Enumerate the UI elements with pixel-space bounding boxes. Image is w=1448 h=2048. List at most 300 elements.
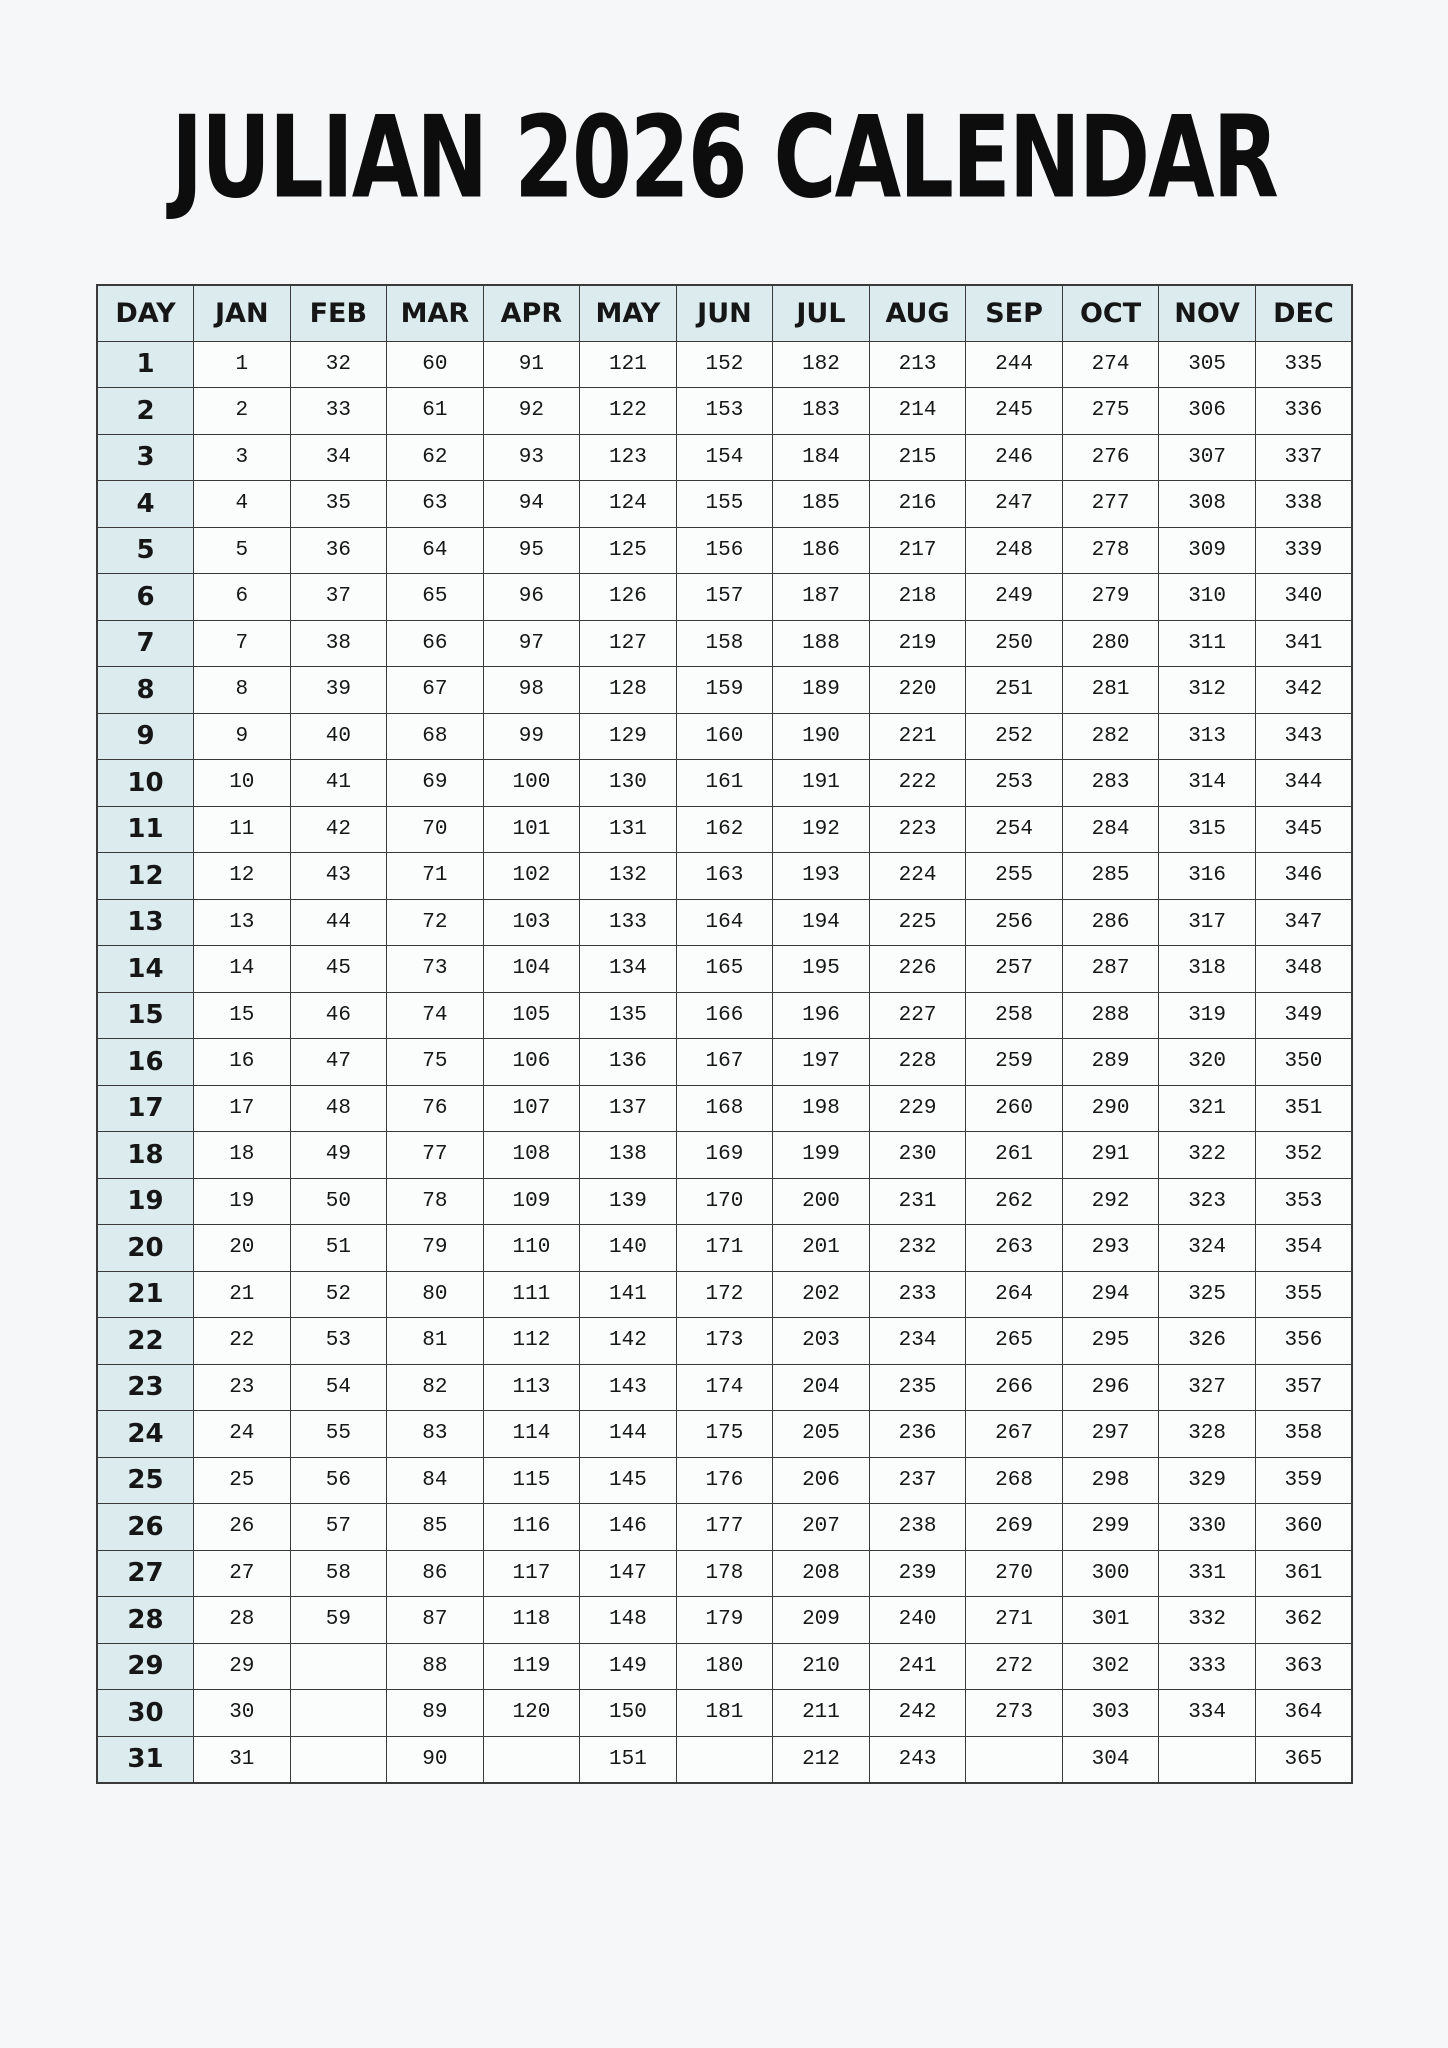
table-row xyxy=(97,341,1352,388)
julian-day-cell: 275 xyxy=(1062,388,1159,435)
table-row xyxy=(97,853,1352,900)
julian-day-cell: 224 xyxy=(869,853,966,900)
julian-day-cell: 158 xyxy=(676,620,773,667)
julian-day-cell: 236 xyxy=(869,1411,966,1458)
julian-day-cell: 20 xyxy=(194,1225,291,1272)
julian-day-cell: 10 xyxy=(194,760,291,807)
julian-day-cell: 159 xyxy=(676,667,773,714)
julian-day-cell: 287 xyxy=(1062,946,1159,993)
julian-day-cell: 126 xyxy=(580,574,677,621)
julian-day-cell: 348 xyxy=(1255,946,1352,993)
julian-day-cell: 35 xyxy=(290,481,387,528)
julian-day-cell: 160 xyxy=(676,713,773,760)
julian-day-cell: 58 xyxy=(290,1550,387,1597)
julian-day-cell: 152 xyxy=(676,341,773,388)
julian-day-cell: 131 xyxy=(580,806,677,853)
table-row xyxy=(97,1039,1352,1086)
julian-day-cell: 177 xyxy=(676,1504,773,1551)
day-cell: 5 xyxy=(97,527,194,574)
julian-day-cell: 307 xyxy=(1159,434,1256,481)
day-cell: 30 xyxy=(97,1690,194,1737)
julian-day-cell: 150 xyxy=(580,1690,677,1737)
julian-day-cell: 176 xyxy=(676,1457,773,1504)
julian-day-cell: 187 xyxy=(773,574,870,621)
julian-day-cell: 38 xyxy=(290,620,387,667)
julian-day-cell: 342 xyxy=(1255,667,1352,714)
julian-day-cell: 256 xyxy=(966,899,1063,946)
julian-day-cell: 231 xyxy=(869,1178,966,1225)
julian-day-cell: 180 xyxy=(676,1643,773,1690)
julian-day-cell: 181 xyxy=(676,1690,773,1737)
julian-day-cell: 362 xyxy=(1255,1597,1352,1644)
julian-day-cell: 108 xyxy=(483,1132,580,1179)
julian-day-cell: 173 xyxy=(676,1318,773,1365)
julian-day-cell: 246 xyxy=(966,434,1063,481)
julian-day-cell: 84 xyxy=(387,1457,484,1504)
julian-day-cell: 365 xyxy=(1255,1736,1352,1783)
julian-day-cell: 324 xyxy=(1159,1225,1256,1272)
julian-day-cell: 167 xyxy=(676,1039,773,1086)
julian-day-cell: 107 xyxy=(483,1085,580,1132)
julian-day-cell: 272 xyxy=(966,1643,1063,1690)
day-cell: 4 xyxy=(97,481,194,528)
julian-day-cell: 161 xyxy=(676,760,773,807)
julian-day-cell: 349 xyxy=(1255,992,1352,1039)
julian-day-cell: 51 xyxy=(290,1225,387,1272)
julian-day-cell: 61 xyxy=(387,388,484,435)
julian-day-cell: 360 xyxy=(1255,1504,1352,1551)
julian-day-cell: 156 xyxy=(676,527,773,574)
julian-day-cell: 157 xyxy=(676,574,773,621)
julian-day-cell: 355 xyxy=(1255,1271,1352,1318)
julian-day-cell: 232 xyxy=(869,1225,966,1272)
julian-day-cell: 188 xyxy=(773,620,870,667)
julian-day-cell xyxy=(290,1736,387,1783)
julian-day-cell: 350 xyxy=(1255,1039,1352,1086)
julian-day-cell: 326 xyxy=(1159,1318,1256,1365)
day-cell: 16 xyxy=(97,1039,194,1086)
julian-day-cell: 241 xyxy=(869,1643,966,1690)
julian-day-cell: 129 xyxy=(580,713,677,760)
julian-day-cell: 119 xyxy=(483,1643,580,1690)
julian-day-cell: 289 xyxy=(1062,1039,1159,1086)
day-cell: 23 xyxy=(97,1364,194,1411)
julian-day-cell: 199 xyxy=(773,1132,870,1179)
julian-day-cell: 154 xyxy=(676,434,773,481)
julian-day-cell: 230 xyxy=(869,1132,966,1179)
julian-day-cell: 300 xyxy=(1062,1550,1159,1597)
julian-day-cell: 223 xyxy=(869,806,966,853)
julian-day-cell: 296 xyxy=(1062,1364,1159,1411)
julian-day-cell: 121 xyxy=(580,341,677,388)
julian-day-cell: 292 xyxy=(1062,1178,1159,1225)
julian-day-cell: 28 xyxy=(194,1597,291,1644)
julian-day-cell: 271 xyxy=(966,1597,1063,1644)
julian-day-cell: 202 xyxy=(773,1271,870,1318)
julian-day-cell: 268 xyxy=(966,1457,1063,1504)
julian-day-cell: 291 xyxy=(1062,1132,1159,1179)
julian-day-cell: 116 xyxy=(483,1504,580,1551)
julian-day-cell: 40 xyxy=(290,713,387,760)
day-cell: 8 xyxy=(97,667,194,714)
julian-day-cell: 332 xyxy=(1159,1597,1256,1644)
julian-day-cell: 328 xyxy=(1159,1411,1256,1458)
table-row xyxy=(97,806,1352,853)
julian-day-cell: 288 xyxy=(1062,992,1159,1039)
julian-day-cell: 261 xyxy=(966,1132,1063,1179)
julian-day-cell: 42 xyxy=(290,806,387,853)
julian-day-cell: 59 xyxy=(290,1597,387,1644)
table-row xyxy=(97,1132,1352,1179)
day-cell: 20 xyxy=(97,1225,194,1272)
julian-day-cell: 66 xyxy=(387,620,484,667)
julian-day-cell: 44 xyxy=(290,899,387,946)
julian-day-cell xyxy=(290,1643,387,1690)
julian-day-cell: 17 xyxy=(194,1085,291,1132)
julian-day-cell: 54 xyxy=(290,1364,387,1411)
table-row xyxy=(97,434,1352,481)
julian-day-cell: 52 xyxy=(290,1271,387,1318)
julian-day-cell: 196 xyxy=(773,992,870,1039)
table-row xyxy=(97,1597,1352,1644)
julian-day-cell: 145 xyxy=(580,1457,677,1504)
julian-day-cell: 71 xyxy=(387,853,484,900)
julian-day-cell: 105 xyxy=(483,992,580,1039)
julian-day-cell: 100 xyxy=(483,760,580,807)
julian-day-cell: 67 xyxy=(387,667,484,714)
julian-day-cell: 182 xyxy=(773,341,870,388)
day-cell: 14 xyxy=(97,946,194,993)
julian-day-cell: 31 xyxy=(194,1736,291,1783)
table-body xyxy=(97,341,1352,1783)
julian-day-cell: 269 xyxy=(966,1504,1063,1551)
table-row xyxy=(97,946,1352,993)
julian-day-cell: 347 xyxy=(1255,899,1352,946)
julian-day-cell: 343 xyxy=(1255,713,1352,760)
julian-day-cell: 322 xyxy=(1159,1132,1256,1179)
day-cell: 27 xyxy=(97,1550,194,1597)
julian-day-cell: 298 xyxy=(1062,1457,1159,1504)
julian-day-cell: 215 xyxy=(869,434,966,481)
column-header-jul: JUL xyxy=(773,285,870,341)
julian-day-cell: 142 xyxy=(580,1318,677,1365)
julian-day-cell: 14 xyxy=(194,946,291,993)
julian-day-cell: 308 xyxy=(1159,481,1256,528)
julian-day-cell: 13 xyxy=(194,899,291,946)
julian-day-cell: 222 xyxy=(869,760,966,807)
table-row xyxy=(97,388,1352,435)
day-cell: 18 xyxy=(97,1132,194,1179)
julian-day-cell: 331 xyxy=(1159,1550,1256,1597)
julian-day-cell: 319 xyxy=(1159,992,1256,1039)
julian-day-cell: 233 xyxy=(869,1271,966,1318)
julian-day-cell: 151 xyxy=(580,1736,677,1783)
julian-day-cell: 213 xyxy=(869,341,966,388)
julian-day-cell: 276 xyxy=(1062,434,1159,481)
julian-day-cell: 330 xyxy=(1159,1504,1256,1551)
julian-day-cell: 19 xyxy=(194,1178,291,1225)
julian-day-cell: 301 xyxy=(1062,1597,1159,1644)
julian-day-cell: 249 xyxy=(966,574,1063,621)
day-cell: 6 xyxy=(97,574,194,621)
julian-day-cell: 72 xyxy=(387,899,484,946)
julian-day-cell: 217 xyxy=(869,527,966,574)
julian-day-cell: 235 xyxy=(869,1364,966,1411)
julian-day-cell: 258 xyxy=(966,992,1063,1039)
julian-day-cell: 155 xyxy=(676,481,773,528)
julian-day-cell: 190 xyxy=(773,713,870,760)
column-header-oct: OCT xyxy=(1062,285,1159,341)
table-row xyxy=(97,574,1352,621)
julian-day-cell: 24 xyxy=(194,1411,291,1458)
julian-day-cell: 34 xyxy=(290,434,387,481)
julian-day-cell: 345 xyxy=(1255,806,1352,853)
day-cell: 17 xyxy=(97,1085,194,1132)
julian-day-cell: 133 xyxy=(580,899,677,946)
julian-calendar-table xyxy=(96,284,1353,1784)
julian-day-cell: 208 xyxy=(773,1550,870,1597)
julian-day-cell: 65 xyxy=(387,574,484,621)
column-header-day: DAY xyxy=(97,285,194,341)
julian-day-cell: 82 xyxy=(387,1364,484,1411)
julian-day-cell: 356 xyxy=(1255,1318,1352,1365)
julian-day-cell: 98 xyxy=(483,667,580,714)
julian-day-cell: 118 xyxy=(483,1597,580,1644)
table-row xyxy=(97,1411,1352,1458)
julian-day-cell: 77 xyxy=(387,1132,484,1179)
julian-day-cell: 169 xyxy=(676,1132,773,1179)
table-row xyxy=(97,1504,1352,1551)
julian-day-cell: 113 xyxy=(483,1364,580,1411)
julian-day-cell: 80 xyxy=(387,1271,484,1318)
day-cell: 10 xyxy=(97,760,194,807)
julian-day-cell: 318 xyxy=(1159,946,1256,993)
julian-day-cell: 212 xyxy=(773,1736,870,1783)
column-header-nov: NOV xyxy=(1159,285,1256,341)
julian-day-cell: 162 xyxy=(676,806,773,853)
table-row xyxy=(97,1085,1352,1132)
julian-day-cell: 228 xyxy=(869,1039,966,1086)
julian-day-cell: 9 xyxy=(194,713,291,760)
julian-day-cell: 250 xyxy=(966,620,1063,667)
table-row xyxy=(97,899,1352,946)
julian-day-cell: 37 xyxy=(290,574,387,621)
day-cell: 28 xyxy=(97,1597,194,1644)
julian-day-cell xyxy=(483,1736,580,1783)
julian-day-cell xyxy=(966,1736,1063,1783)
julian-day-cell: 197 xyxy=(773,1039,870,1086)
julian-day-cell: 358 xyxy=(1255,1411,1352,1458)
julian-day-cell: 123 xyxy=(580,434,677,481)
julian-day-cell: 144 xyxy=(580,1411,677,1458)
julian-day-cell: 46 xyxy=(290,992,387,1039)
julian-day-cell: 57 xyxy=(290,1504,387,1551)
julian-day-cell: 299 xyxy=(1062,1504,1159,1551)
julian-day-cell: 60 xyxy=(387,341,484,388)
julian-day-cell: 321 xyxy=(1159,1085,1256,1132)
julian-day-cell: 352 xyxy=(1255,1132,1352,1179)
julian-day-cell: 359 xyxy=(1255,1457,1352,1504)
day-cell: 24 xyxy=(97,1411,194,1458)
julian-day-cell: 344 xyxy=(1255,760,1352,807)
julian-day-cell: 149 xyxy=(580,1643,677,1690)
julian-day-cell: 39 xyxy=(290,667,387,714)
julian-day-cell: 303 xyxy=(1062,1690,1159,1737)
julian-day-cell: 244 xyxy=(966,341,1063,388)
julian-day-cell: 136 xyxy=(580,1039,677,1086)
julian-day-cell: 73 xyxy=(387,946,484,993)
julian-day-cell: 137 xyxy=(580,1085,677,1132)
julian-day-cell: 148 xyxy=(580,1597,677,1644)
column-header-sep: SEP xyxy=(966,285,1063,341)
julian-day-cell: 327 xyxy=(1159,1364,1256,1411)
julian-day-cell: 99 xyxy=(483,713,580,760)
julian-day-cell: 130 xyxy=(580,760,677,807)
julian-day-cell: 329 xyxy=(1159,1457,1256,1504)
julian-day-cell: 163 xyxy=(676,853,773,900)
julian-day-cell: 325 xyxy=(1159,1271,1256,1318)
day-cell: 9 xyxy=(97,713,194,760)
julian-day-cell: 2 xyxy=(194,388,291,435)
page-title: JULIAN 2026 CALENDAR xyxy=(171,92,1277,224)
julian-day-cell: 146 xyxy=(580,1504,677,1551)
table-row xyxy=(97,481,1352,528)
julian-day-cell: 132 xyxy=(580,853,677,900)
julian-day-cell: 247 xyxy=(966,481,1063,528)
julian-day-cell: 165 xyxy=(676,946,773,993)
julian-day-cell: 189 xyxy=(773,667,870,714)
table-row xyxy=(97,1457,1352,1504)
julian-day-cell xyxy=(1159,1736,1256,1783)
julian-day-cell: 265 xyxy=(966,1318,1063,1365)
julian-day-cell: 306 xyxy=(1159,388,1256,435)
table-row xyxy=(97,1690,1352,1737)
julian-day-cell: 238 xyxy=(869,1504,966,1551)
julian-day-cell: 354 xyxy=(1255,1225,1352,1272)
column-header-feb: FEB xyxy=(290,285,387,341)
julian-day-cell: 351 xyxy=(1255,1085,1352,1132)
julian-day-cell: 320 xyxy=(1159,1039,1256,1086)
julian-day-cell: 254 xyxy=(966,806,1063,853)
julian-day-cell: 47 xyxy=(290,1039,387,1086)
julian-day-cell: 209 xyxy=(773,1597,870,1644)
julian-day-cell: 203 xyxy=(773,1318,870,1365)
column-header-may: MAY xyxy=(580,285,677,341)
julian-day-cell: 90 xyxy=(387,1736,484,1783)
julian-day-cell: 63 xyxy=(387,481,484,528)
column-header-apr: APR xyxy=(483,285,580,341)
julian-day-cell: 94 xyxy=(483,481,580,528)
julian-day-cell: 295 xyxy=(1062,1318,1159,1365)
julian-day-cell: 147 xyxy=(580,1550,677,1597)
julian-day-cell: 361 xyxy=(1255,1550,1352,1597)
julian-day-cell: 110 xyxy=(483,1225,580,1272)
julian-day-cell: 112 xyxy=(483,1318,580,1365)
julian-day-cell: 43 xyxy=(290,853,387,900)
julian-day-cell: 122 xyxy=(580,388,677,435)
julian-day-cell: 111 xyxy=(483,1271,580,1318)
julian-day-cell: 363 xyxy=(1255,1643,1352,1690)
day-cell: 12 xyxy=(97,853,194,900)
julian-day-cell: 41 xyxy=(290,760,387,807)
column-header-jun: JUN xyxy=(676,285,773,341)
julian-day-cell: 333 xyxy=(1159,1643,1256,1690)
header-row xyxy=(97,285,1352,341)
table-row xyxy=(97,1364,1352,1411)
julian-day-cell: 3 xyxy=(194,434,291,481)
julian-day-cell: 239 xyxy=(869,1550,966,1597)
julian-day-cell: 120 xyxy=(483,1690,580,1737)
table-header xyxy=(97,285,1352,341)
julian-day-cell: 302 xyxy=(1062,1643,1159,1690)
julian-day-cell: 206 xyxy=(773,1457,870,1504)
julian-day-cell xyxy=(676,1736,773,1783)
table-row xyxy=(97,1318,1352,1365)
julian-day-cell: 237 xyxy=(869,1457,966,1504)
column-header-dec: DEC xyxy=(1255,285,1352,341)
julian-day-cell: 172 xyxy=(676,1271,773,1318)
julian-day-cell: 336 xyxy=(1255,388,1352,435)
day-cell: 7 xyxy=(97,620,194,667)
day-cell: 2 xyxy=(97,388,194,435)
day-cell: 13 xyxy=(97,899,194,946)
julian-day-cell: 186 xyxy=(773,527,870,574)
table-row xyxy=(97,1736,1352,1783)
day-cell: 11 xyxy=(97,806,194,853)
julian-day-cell: 253 xyxy=(966,760,1063,807)
julian-day-cell: 124 xyxy=(580,481,677,528)
julian-day-cell: 364 xyxy=(1255,1690,1352,1737)
julian-day-cell: 29 xyxy=(194,1643,291,1690)
julian-day-cell: 218 xyxy=(869,574,966,621)
julian-day-cell: 85 xyxy=(387,1504,484,1551)
julian-day-cell: 304 xyxy=(1062,1736,1159,1783)
julian-day-cell: 284 xyxy=(1062,806,1159,853)
julian-day-cell: 21 xyxy=(194,1271,291,1318)
julian-day-cell: 264 xyxy=(966,1271,1063,1318)
julian-day-cell: 164 xyxy=(676,899,773,946)
column-header-jan: JAN xyxy=(194,285,291,341)
julian-day-cell: 225 xyxy=(869,899,966,946)
julian-day-cell: 243 xyxy=(869,1736,966,1783)
julian-day-cell: 96 xyxy=(483,574,580,621)
julian-day-cell: 8 xyxy=(194,667,291,714)
julian-day-cell: 270 xyxy=(966,1550,1063,1597)
julian-day-cell: 25 xyxy=(194,1457,291,1504)
julian-day-cell: 245 xyxy=(966,388,1063,435)
julian-day-cell: 16 xyxy=(194,1039,291,1086)
calendar-table-container xyxy=(96,284,1353,1784)
julian-day-cell: 297 xyxy=(1062,1411,1159,1458)
julian-day-cell: 259 xyxy=(966,1039,1063,1086)
julian-day-cell: 234 xyxy=(869,1318,966,1365)
julian-day-cell: 153 xyxy=(676,388,773,435)
julian-day-cell: 312 xyxy=(1159,667,1256,714)
julian-day-cell: 179 xyxy=(676,1597,773,1644)
julian-day-cell: 201 xyxy=(773,1225,870,1272)
julian-day-cell: 109 xyxy=(483,1178,580,1225)
julian-day-cell: 1 xyxy=(194,341,291,388)
julian-day-cell: 23 xyxy=(194,1364,291,1411)
julian-day-cell: 88 xyxy=(387,1643,484,1690)
julian-day-cell: 286 xyxy=(1062,899,1159,946)
julian-day-cell: 103 xyxy=(483,899,580,946)
table-row xyxy=(97,1643,1352,1690)
table-row xyxy=(97,760,1352,807)
julian-day-cell: 323 xyxy=(1159,1178,1256,1225)
julian-day-cell: 314 xyxy=(1159,760,1256,807)
julian-day-cell: 75 xyxy=(387,1039,484,1086)
